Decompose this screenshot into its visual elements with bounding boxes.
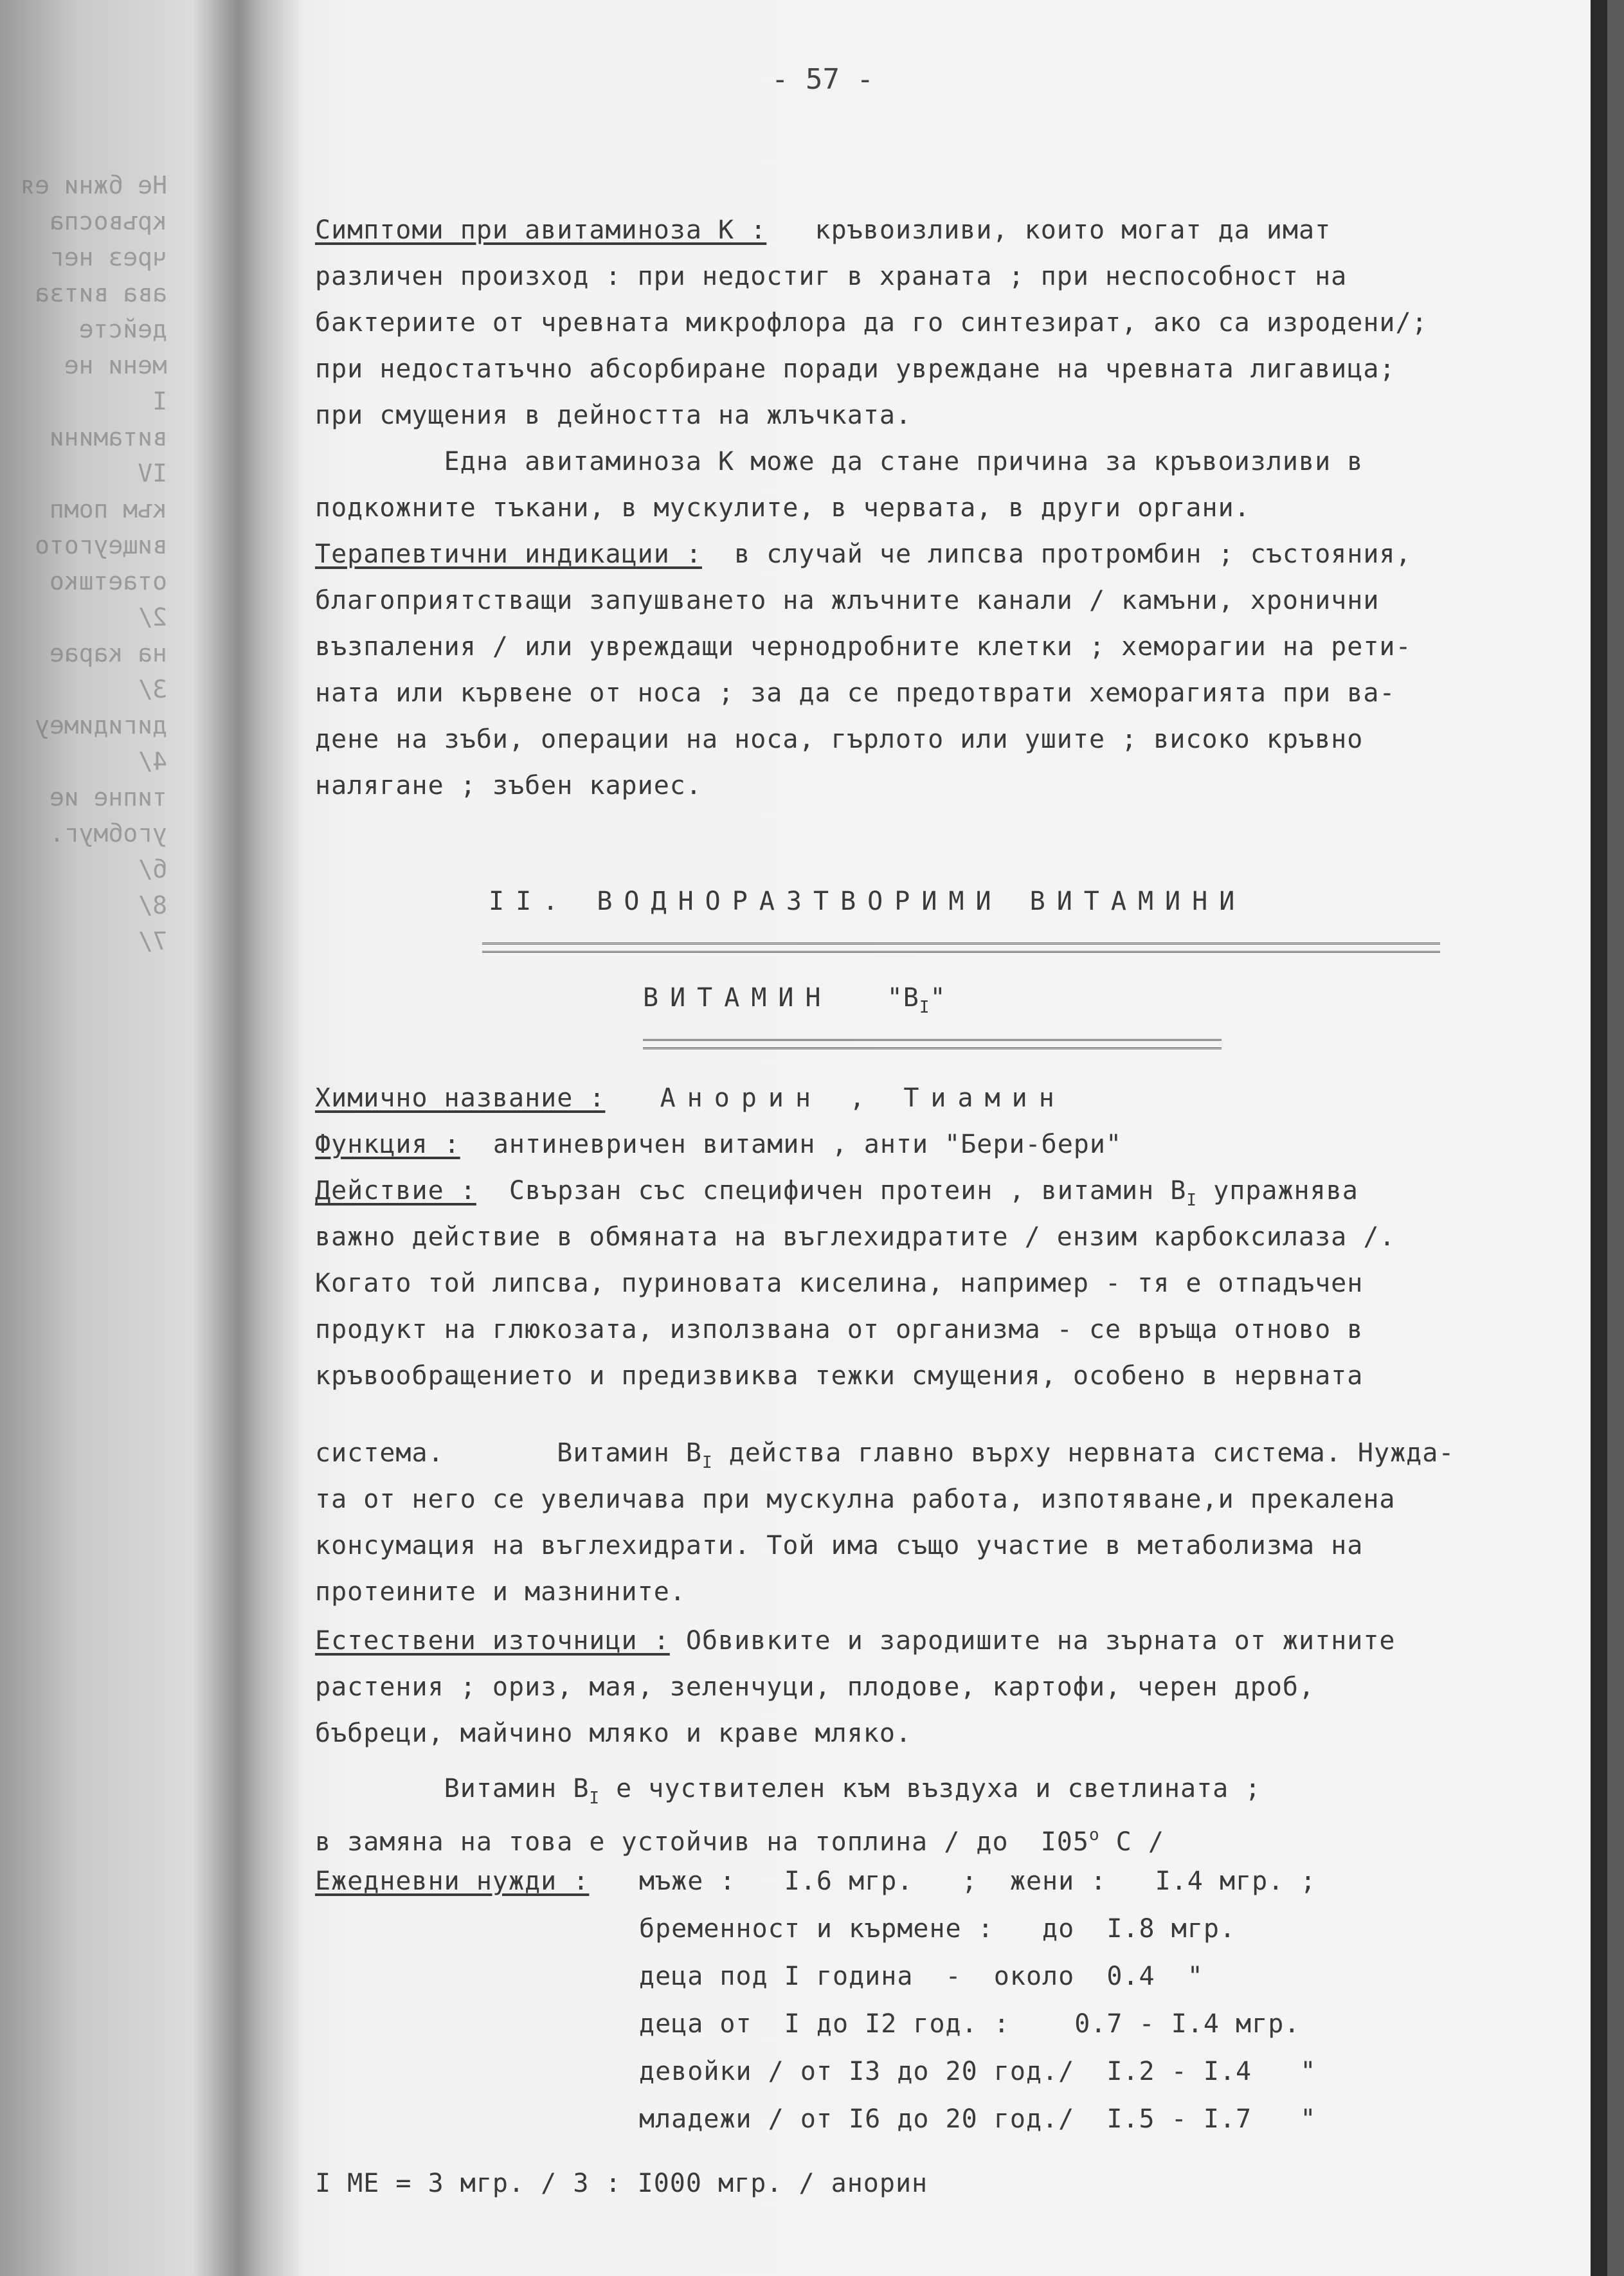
bleed-line: угобмуг. [49, 819, 167, 847]
action [315, 1175, 1358, 1216]
action-subscript: I [1186, 1191, 1198, 1210]
text-line [315, 261, 1347, 292]
vitamin-letter: "B [887, 983, 919, 1013]
daily-needs-row: бременност и кърмене : до I.8 мгр. [639, 1914, 1236, 1944]
heat-resistance [315, 1820, 1164, 1857]
system-vitamin: Витамин В [444, 1438, 702, 1468]
text-line: продукт на глюкозата, използвана от организма - се връща отново в [315, 1315, 1364, 1344]
bleed-line: 8/ [138, 891, 167, 919]
text-line [315, 770, 702, 801]
text-line-start: при недостатъчно абсорбиране поради увреждане на чревната лигавица; [315, 354, 1396, 384]
bleed-line: 7/ [138, 927, 167, 955]
sources [315, 1625, 1396, 1656]
text-line-start: при смущения в дейността на жлъчката. [315, 401, 912, 430]
text-line [315, 724, 1363, 755]
sources-value: Обвивките и зародишите на зърната от житните [669, 1626, 1396, 1656]
text-line: кръвообращението и предизвиква тежки смущения, особено в нервната [315, 1361, 1364, 1391]
bleed-line: 3/ [138, 675, 167, 703]
function-value: антиневричен витамин , анти "Бери-бери" [492, 1130, 1123, 1159]
bleed-line: ава витза [35, 279, 167, 307]
page-number: - 57 - [771, 63, 874, 96]
text-line-start: дене на зъби, операции на носа, гърлото или ушите ; високо кръвно [315, 725, 1364, 754]
text-line [315, 307, 1428, 338]
text-line [315, 354, 1396, 384]
text-line: бъбреци, майчино мляко и краве мляко. [315, 1719, 912, 1748]
daily-needs-label: Ежедневни нужди : [315, 1866, 590, 1896]
heat-resistance-end: С / [1099, 1827, 1164, 1857]
international-unit-line: I МЕ = 3 мгр. / 3 : I000 мгр. / анорин [315, 2169, 928, 2198]
daily-needs-row: деца под I година - около 0.4 " [639, 1962, 1204, 1991]
bleed-line: витамини [49, 423, 167, 451]
daily-needs-label-line [315, 1866, 589, 1897]
bleed-line: типне ие [49, 783, 167, 811]
action-label: Действие : [315, 1176, 476, 1206]
bleed-line: чрез нег [49, 243, 167, 271]
text-line-start: различен произход : при недостиг в храната ; при неспособност на [315, 262, 1348, 291]
bleed-line: дейсте [78, 315, 167, 343]
action-value: Свързан със специфичен протеин , витамин В [509, 1176, 1187, 1206]
scan-edge [1591, 0, 1607, 2276]
bleed-line: на карае [49, 639, 167, 667]
action-value-end: упражнява [1197, 1176, 1358, 1206]
bleed-line: I [152, 387, 167, 415]
sensitivity-vitamin: Витамин В [315, 1774, 590, 1803]
bleed-line: към помп [49, 495, 167, 523]
daily-needs-row: девойки / от I3 до 20 год./ I.2 - I.4 " [639, 2057, 1317, 2086]
sensitivity-subscript: I [589, 1789, 600, 1808]
heat-resistance-text: в замяна на това е устойчив на топлина / до I05 [315, 1827, 1089, 1857]
section-rule [482, 943, 1440, 953]
text-line: консумация на въглехидрати. Той има също участие в метаболизма на [315, 1531, 1364, 1560]
text-line [315, 678, 1396, 709]
text-line-start: Терапевтични индикации : [315, 539, 702, 569]
bleed-line: дигидимеу [35, 711, 167, 739]
text-line [315, 400, 912, 431]
vitamin-close: " [930, 983, 946, 1013]
text-line: Когато той липсва, пуриновата киселина, например - тя е отпадъчен [315, 1269, 1364, 1298]
system-line [315, 1438, 1454, 1478]
bleed-line: кръвоспа [49, 207, 167, 235]
text-line-start: благоприятстващи запушването на жлъчните канали / камъни, хронични [315, 586, 1380, 615]
function [315, 1129, 1122, 1160]
text-line-rest: в случай че липсва протромбин ; състояния, [701, 539, 1412, 569]
bleed-line: IV [138, 459, 167, 487]
bleed-line: мени не [64, 351, 167, 379]
function-label: Функция : [315, 1130, 460, 1159]
degree-sign: o [1088, 1825, 1100, 1845]
system-subscript: I [701, 1453, 713, 1472]
bleed-line: Не бжни ея [20, 171, 167, 199]
vitamin-title [643, 982, 946, 1023]
vitamin-title-text: ВИТАМИН [643, 983, 833, 1013]
system-word: система. [315, 1438, 444, 1468]
text-line-start: бактериите от чревната микрофлора да го синтезират, ако са изродени/; [315, 308, 1428, 338]
bleed-line: б/ [138, 855, 167, 883]
text-line: растения ; ориз, мая, зеленчуци, плодове, картофи, черен дроб, [315, 1672, 1315, 1702]
text-line-start: възпаления / или увреждащи чернодробните клетки ; хеморагии на рети- [315, 632, 1412, 662]
chemical-name [315, 1083, 1066, 1114]
daily-needs-row: деца от I до I2 год. : 0.7 - I.4 мгр. [639, 2009, 1301, 2039]
system-rest: действа главно върху нервната система. Нужда- [712, 1438, 1455, 1468]
text-line [315, 215, 1331, 246]
vitamin-subscript: I [919, 998, 930, 1017]
daily-needs-row: мъже : I.6 мгр. ; жени : I.4 мгр. ; [639, 1866, 1317, 1896]
text-line [315, 539, 1412, 570]
text-line-start: Симптоми при авитаминоза К : [315, 215, 767, 245]
text-line-rest: кръвоизливи, които могат да имат [766, 215, 1331, 245]
text-line-start: Една авитаминоза К може да стане причина за кръвоизливи в [315, 447, 1364, 476]
bleed-line: вищеугото [35, 531, 167, 559]
text-line-start: ната или кървене от носа ; за да се предотврати хеморагията при ва- [315, 678, 1396, 708]
text-line: протеините и мазнините. [315, 1577, 686, 1607]
section-title: II. ВОДНОРАЗТВОРИМИ ВИТАМИНИ [489, 887, 1247, 916]
text-line: важно действие в обмяната на въглехидратите / ензим карбоксилаза /. [315, 1222, 1396, 1252]
text-line [315, 585, 1379, 616]
text-line [315, 446, 1363, 477]
sensitivity [315, 1773, 1261, 1814]
sources-label: Естествени източници : [315, 1626, 670, 1656]
chemical-name-label: Химично название : [315, 1083, 606, 1113]
text-line-start: подкожните тъкани, в мускулите, в червата, в други органи. [315, 493, 1250, 523]
daily-needs-row: младежи / от I6 до 20 год./ I.5 - I.7 " [639, 2104, 1317, 2134]
bleed-line: отаетшко [49, 567, 167, 595]
chemical-name-value: Анорин , Тиамин [660, 1083, 1066, 1113]
text-line-start: налягане ; зъбен кариес. [315, 771, 702, 800]
text-line [315, 492, 1250, 523]
bleed-through-text [0, 167, 167, 959]
text-line [315, 631, 1412, 662]
text-line: та от него се увеличава при мускулна работа, изпотяване,и прекалена [315, 1485, 1396, 1514]
sensitivity-rest: е чуствителен към въздуха и светлината ; [600, 1774, 1261, 1803]
bleed-line: 4/ [138, 747, 167, 775]
vitamin-rule [643, 1039, 1222, 1049]
bleed-line: 2/ [138, 603, 167, 631]
